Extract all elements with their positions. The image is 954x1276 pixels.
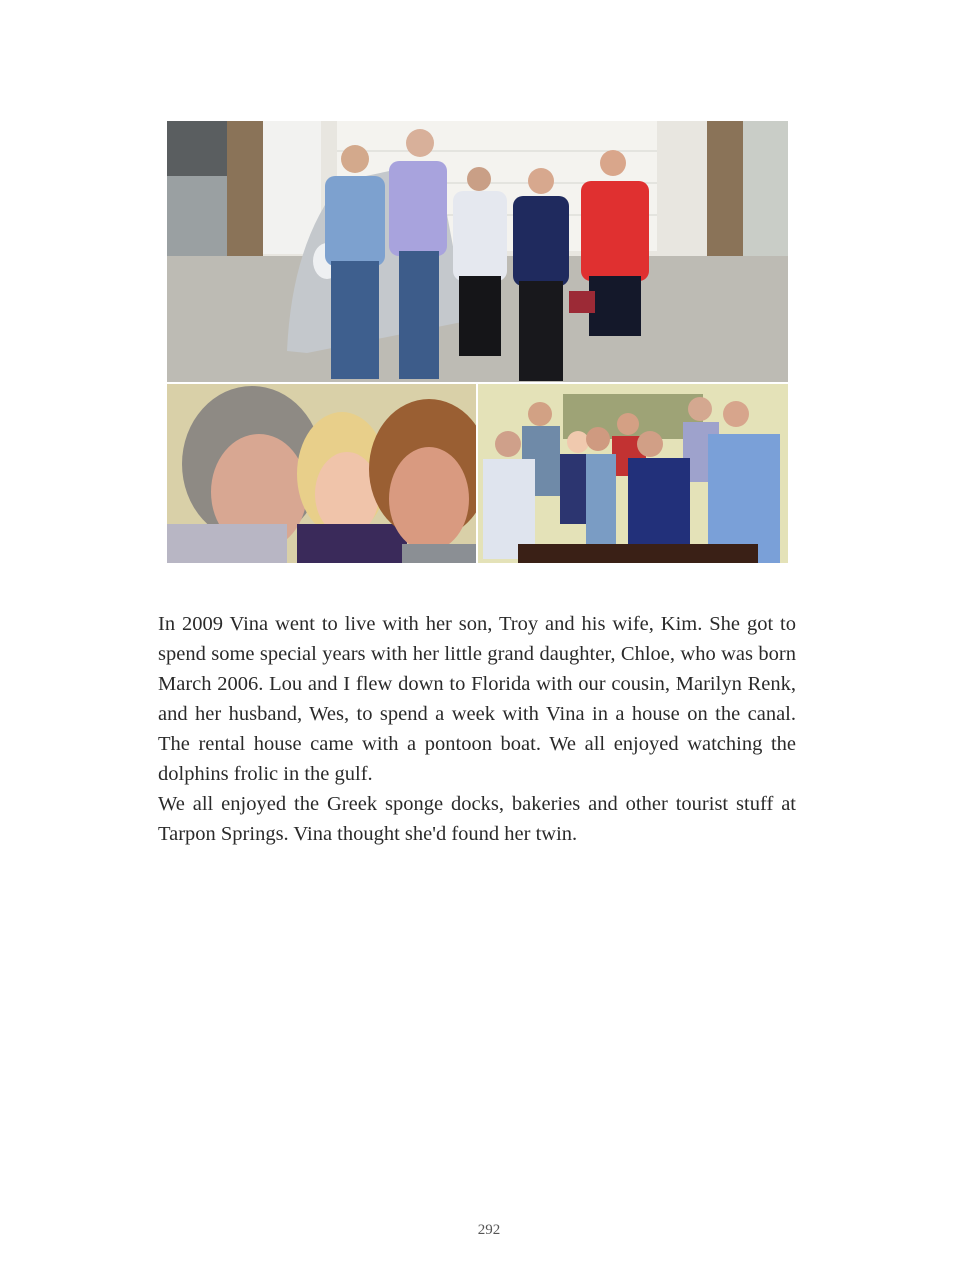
photo-group-garage (167, 121, 788, 382)
body-text (158, 609, 796, 849)
paragraph-2: We all enjoyed the Greek sponge docks, bakeries and other tourist stuff at Tarpon Springs. Vina thought she'd found her twin. (158, 793, 796, 845)
photo-faces-closeup (167, 384, 476, 563)
paragraph-1: In 2009 Vina went to live with her son, Troy and his wife, Kim. She got to spend some special years with her little grand daughter, Chloe, who was born March 2006. Lou and I flew down to Florida with our cousin, Marilyn Renk, and her husband, Wes, to spend a week with Vina in a house on the canal. The rental house came with a pontoon boat. We all enjoyed watching the dolphins frolic in the gulf. (158, 613, 796, 785)
photo-group-indoors (478, 384, 788, 563)
page-number: 292 (477, 1222, 501, 1238)
